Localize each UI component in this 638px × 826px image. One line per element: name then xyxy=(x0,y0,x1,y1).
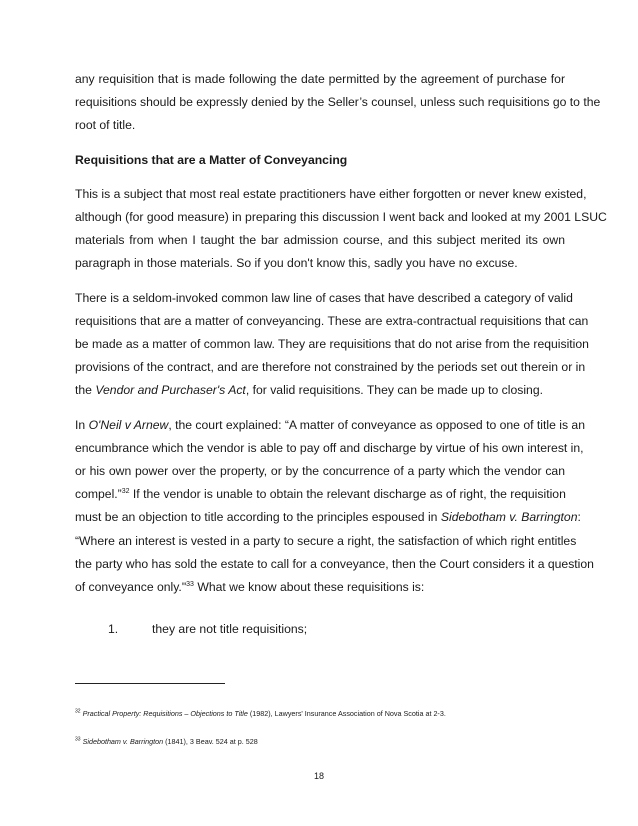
text-segment: : xyxy=(577,510,581,525)
footnote-text: (1841), 3 Beav. 524 at p. 528 xyxy=(163,737,258,746)
footnote-33 xyxy=(75,737,258,746)
text-line: provisions of the contract, and are therefore not constrained by the periods set out therein or in xyxy=(75,360,586,375)
text-segment: of conveyance only." xyxy=(75,580,187,595)
section-heading: Requisitions that are a Matter of Conveyancing xyxy=(75,152,348,167)
text-segment: compel.” xyxy=(75,487,122,502)
text-line: requisitions that are a matter of conveyancing. These are extra-contractual requisitions that can xyxy=(75,313,589,328)
text-segment: , for valid requisitions. They can be made up to closing. xyxy=(245,383,543,398)
text-line: be made as a matter of common law. They are requisitions that do not arise from the requisition xyxy=(75,337,589,352)
text-segment: must be an objection to title according to the principles espoused in xyxy=(75,510,441,525)
footnote-title: Practical Property: Requisitions – Objections to Title xyxy=(82,709,248,718)
footnote-ref-33[interactable]: 33 xyxy=(186,581,194,588)
text-line: the party who has sold the estate to call for a conveyance, then the Court considers it a question xyxy=(75,556,594,571)
list-number: 1. xyxy=(108,622,119,636)
text-segment: If the vendor is unable to obtain the relevant discharge as of right, the requisition xyxy=(129,487,566,502)
paragraph-4 xyxy=(75,414,594,600)
text-line xyxy=(75,576,565,599)
text-line: “Where an interest is vested in a party to secure a right, the satisfaction of which right entitles xyxy=(75,533,577,548)
text-line: or his own power over the property, or by the concurrence of a party which the vendor can xyxy=(75,464,565,479)
paragraph-1 xyxy=(75,68,601,138)
text-line: although (for good measure) in preparing this discussion I went back and looked at my 2001 LSUC xyxy=(75,210,607,225)
act-title: Vendor and Purchaser's Act xyxy=(95,383,246,398)
text-line xyxy=(75,506,581,529)
list-item xyxy=(108,622,307,636)
case-name: Sidebotham v. Barrington xyxy=(440,510,578,525)
text-segment: In xyxy=(75,417,89,432)
text-line: materials from when I taught the bar admission course, and this subject merited its own xyxy=(75,233,565,248)
footnote-ref-32[interactable]: 32 xyxy=(121,488,130,496)
text-segment: What we know about these requisitions is: xyxy=(193,580,425,595)
text-line: encumbrance which the vendor is able to pay off and discharge by virtue of his own interest in, xyxy=(75,440,584,455)
paragraph-3 xyxy=(75,287,589,403)
paragraph-2 xyxy=(75,183,607,276)
footnote-text: (1982), Lawyers' Insurance Association of Nova Scotia at 2-3. xyxy=(247,709,446,718)
text-line: This is a subject that most real estate practitioners have either forgotten or never knew existed, xyxy=(75,186,587,201)
footnote-separator xyxy=(75,683,225,684)
footnote-number: 32 xyxy=(75,708,81,715)
text-line xyxy=(75,414,585,437)
page-number: 18 xyxy=(313,771,324,781)
text-line xyxy=(75,379,565,402)
footnote-number: 33 xyxy=(75,736,81,743)
list-text: they are not title requisitions; xyxy=(152,622,308,636)
text-line: root of title. xyxy=(75,118,136,133)
text-line: any requisition that is made following the date permitted by the agreement of purchase for xyxy=(75,72,565,86)
text-line: paragraph in those materials. So if you don't know this, sadly you have no excuse. xyxy=(75,256,518,271)
case-name: O'Neil v Arnew xyxy=(88,417,169,432)
text-line: requisitions should be expressly denied by the Seller’s counsel, unless such requisitions go to the xyxy=(75,95,601,110)
text-line xyxy=(75,483,565,506)
text-segment: , the court explained: “A matter of conveyance as opposed to one of title is an xyxy=(168,417,585,432)
footnote-32 xyxy=(75,709,446,718)
text-line: There is a seldom-invoked common law line of cases that have described a category of valid xyxy=(75,290,573,305)
section-heading-block xyxy=(75,149,565,172)
text-segment: the xyxy=(75,383,96,398)
footnote-title: Sidebotham v. Barrington xyxy=(82,737,164,746)
body-text-top xyxy=(75,68,607,610)
